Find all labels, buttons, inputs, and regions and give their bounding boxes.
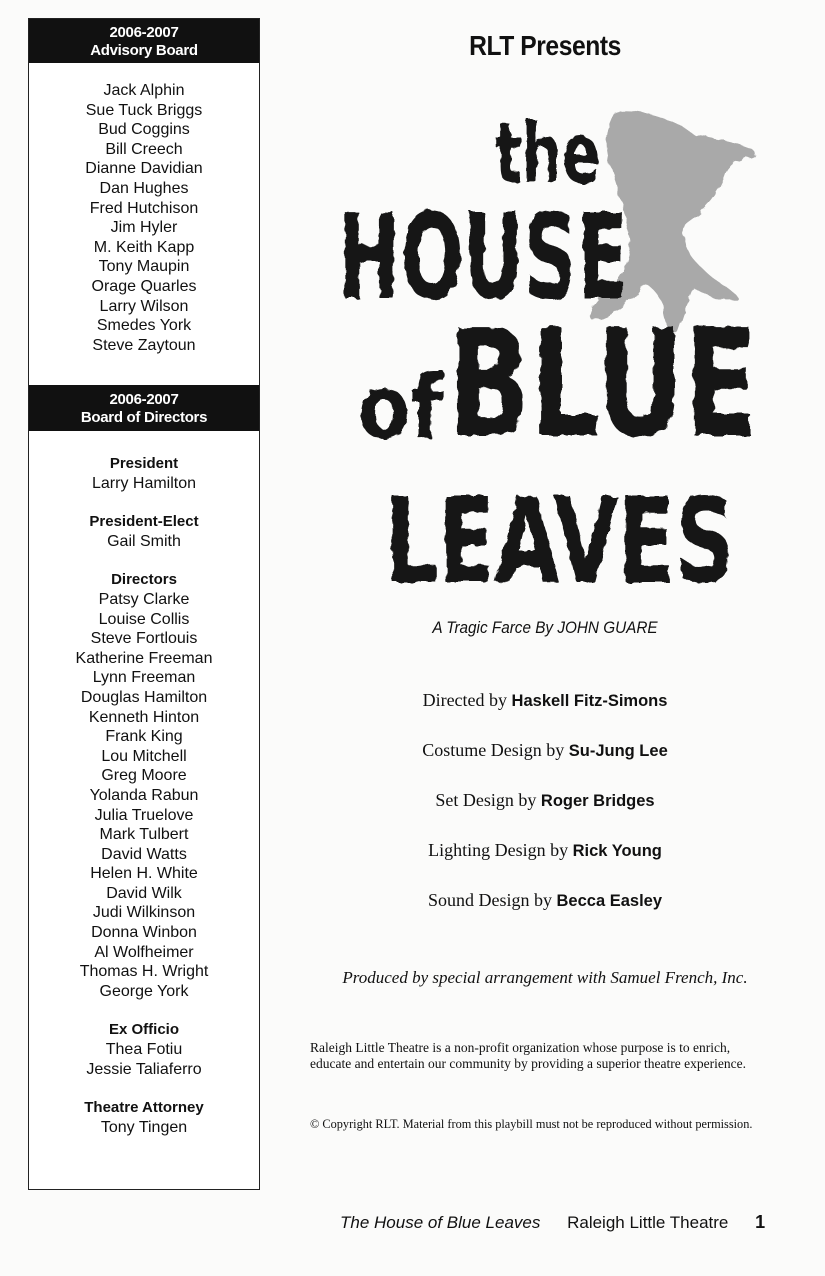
president-elect-name: Gail Smith [107,532,181,550]
member-name: Steve Fortlouis [90,630,198,648]
member-name: Lynn Freeman [92,669,196,687]
member-name: Louise Collis [98,610,190,628]
credit-role: Set Design by [435,790,537,810]
member-name: Helen H. White [90,865,198,883]
member-name: Fred Hutchison [89,199,199,217]
president-group [29,454,259,493]
credit-role: Lighting Design by [428,840,569,860]
theatre-attorney-group [29,1098,259,1137]
credit-role: Sound Design by [427,890,552,910]
member-name: Smedes York [96,317,192,335]
member-name: Katherine Freeman [75,649,213,667]
credit-role: Directed by [422,690,508,710]
credit-name: Becca Easley [556,892,663,910]
copyright-notice: © Copyright RLT. Material from this playbill must not be reproduced without permission. [310,1117,753,1131]
board-of-directors-heading [29,385,259,431]
member-name: Lou Mitchell [101,747,187,765]
show-title-logo [310,100,780,600]
credit-line [290,740,800,790]
ex-officio-group [29,1020,259,1079]
advisory-board-title: Advisory Board [90,42,198,59]
member-name: Greg Moore [101,767,187,785]
directors-label: Directors [111,571,177,589]
advisory-board-year: 2006-2007 [109,24,179,41]
member-name: Tony Maupin [98,258,190,276]
title-word-the: the [495,107,600,202]
member-name: Mark Tulbert [99,826,189,844]
board-of-directors-title: Board of Directors [80,409,208,426]
advisory-board-list [29,81,259,355]
theatre-attorney-label: Theatre Attorney [84,1099,204,1117]
member-name: David Watts [101,845,187,863]
member-name: Judi Wilkinson [92,904,196,922]
produced-by-note: Produced by special arrangement with Samuel French, Inc. [342,968,748,987]
member-name: Dan Hughes [99,179,189,197]
mission-statement: Raleigh Little Theatre is a non-profit organization whose purpose is to enrich, educate and entertain our community by providing a superior theatre experience. [310,1040,746,1071]
member-name: Patsy Clarke [98,590,190,608]
member-name: M. Keith Kapp [93,238,195,256]
title-word-blue: BLUE [448,298,758,470]
member-name: Sue Tuck Briggs [85,101,203,119]
member-name: Douglas Hamilton [80,688,208,706]
credit-name: Rick Young [572,842,662,860]
member-name: Bud Coggins [98,121,190,139]
member-name: Bill Creech [105,140,183,158]
page-footer [340,1212,790,1233]
member-name: Al Wolfheimer [94,943,194,961]
title-word-leaves: LEAVES [385,472,735,600]
president-label: President [109,455,179,472]
board-of-directors-list [29,454,259,1156]
directors-list [29,590,259,1001]
member-name: Kenneth Hinton [88,708,200,726]
credit-role: Costume Design by [422,740,565,760]
member-name: David Wilk [106,884,182,902]
member-name: Orage Quarles [91,277,197,295]
advisory-board-heading [29,19,259,63]
member-name: George York [99,982,189,1000]
member-name: Steve Zaytoun [92,336,196,354]
credit-name: Haskell Fitz-Simons [511,692,668,710]
member-name: Thea Fotiu [105,1041,183,1059]
presents-heading: RLT Presents [469,30,621,61]
ex-officio-label: Ex Officio [108,1021,179,1039]
credits-list [290,690,800,940]
credit-line [290,840,800,890]
directors-group [29,570,259,1001]
title-word-of: of [358,356,445,459]
credit-line [290,890,800,940]
president-name: Larry Hamilton [91,474,197,492]
credit-name: Su-Jung Lee [568,742,668,760]
member-name: Jessie Taliaferro [86,1060,202,1078]
main-content [290,0,800,1276]
ex-officio-list [29,1040,259,1079]
footer-theatre-name: Raleigh Little Theatre [567,1213,729,1232]
president-elect-label: President-Elect [89,513,199,531]
member-name: Jim Hyler [110,219,178,237]
credit-line [290,690,800,740]
member-name: Julia Truelove [94,806,194,824]
member-name: Yolanda Rabun [89,786,199,804]
member-name: Donna Winbon [91,924,197,942]
page-number: 1 [755,1212,766,1232]
member-name: Larry Wilson [99,297,189,315]
member-name: Dianne Davidian [85,160,203,178]
sidebar-panel [28,18,260,1190]
board-of-directors-year: 2006-2007 [109,391,179,408]
member-name: Frank King [105,728,183,746]
member-name: Jack Alphin [103,82,185,99]
title-word-house: HOUSE [338,188,628,326]
credit-line [290,790,800,840]
footer-show-title: The House of Blue Leaves [340,1213,541,1232]
theatre-attorney-name: Tony Tingen [100,1118,188,1136]
member-name: Thomas H. Wright [79,963,209,981]
credit-name: Roger Bridges [540,792,655,810]
president-elect-group [29,512,259,551]
subtitle: A Tragic Farce By JOHN GUARE [432,618,658,637]
